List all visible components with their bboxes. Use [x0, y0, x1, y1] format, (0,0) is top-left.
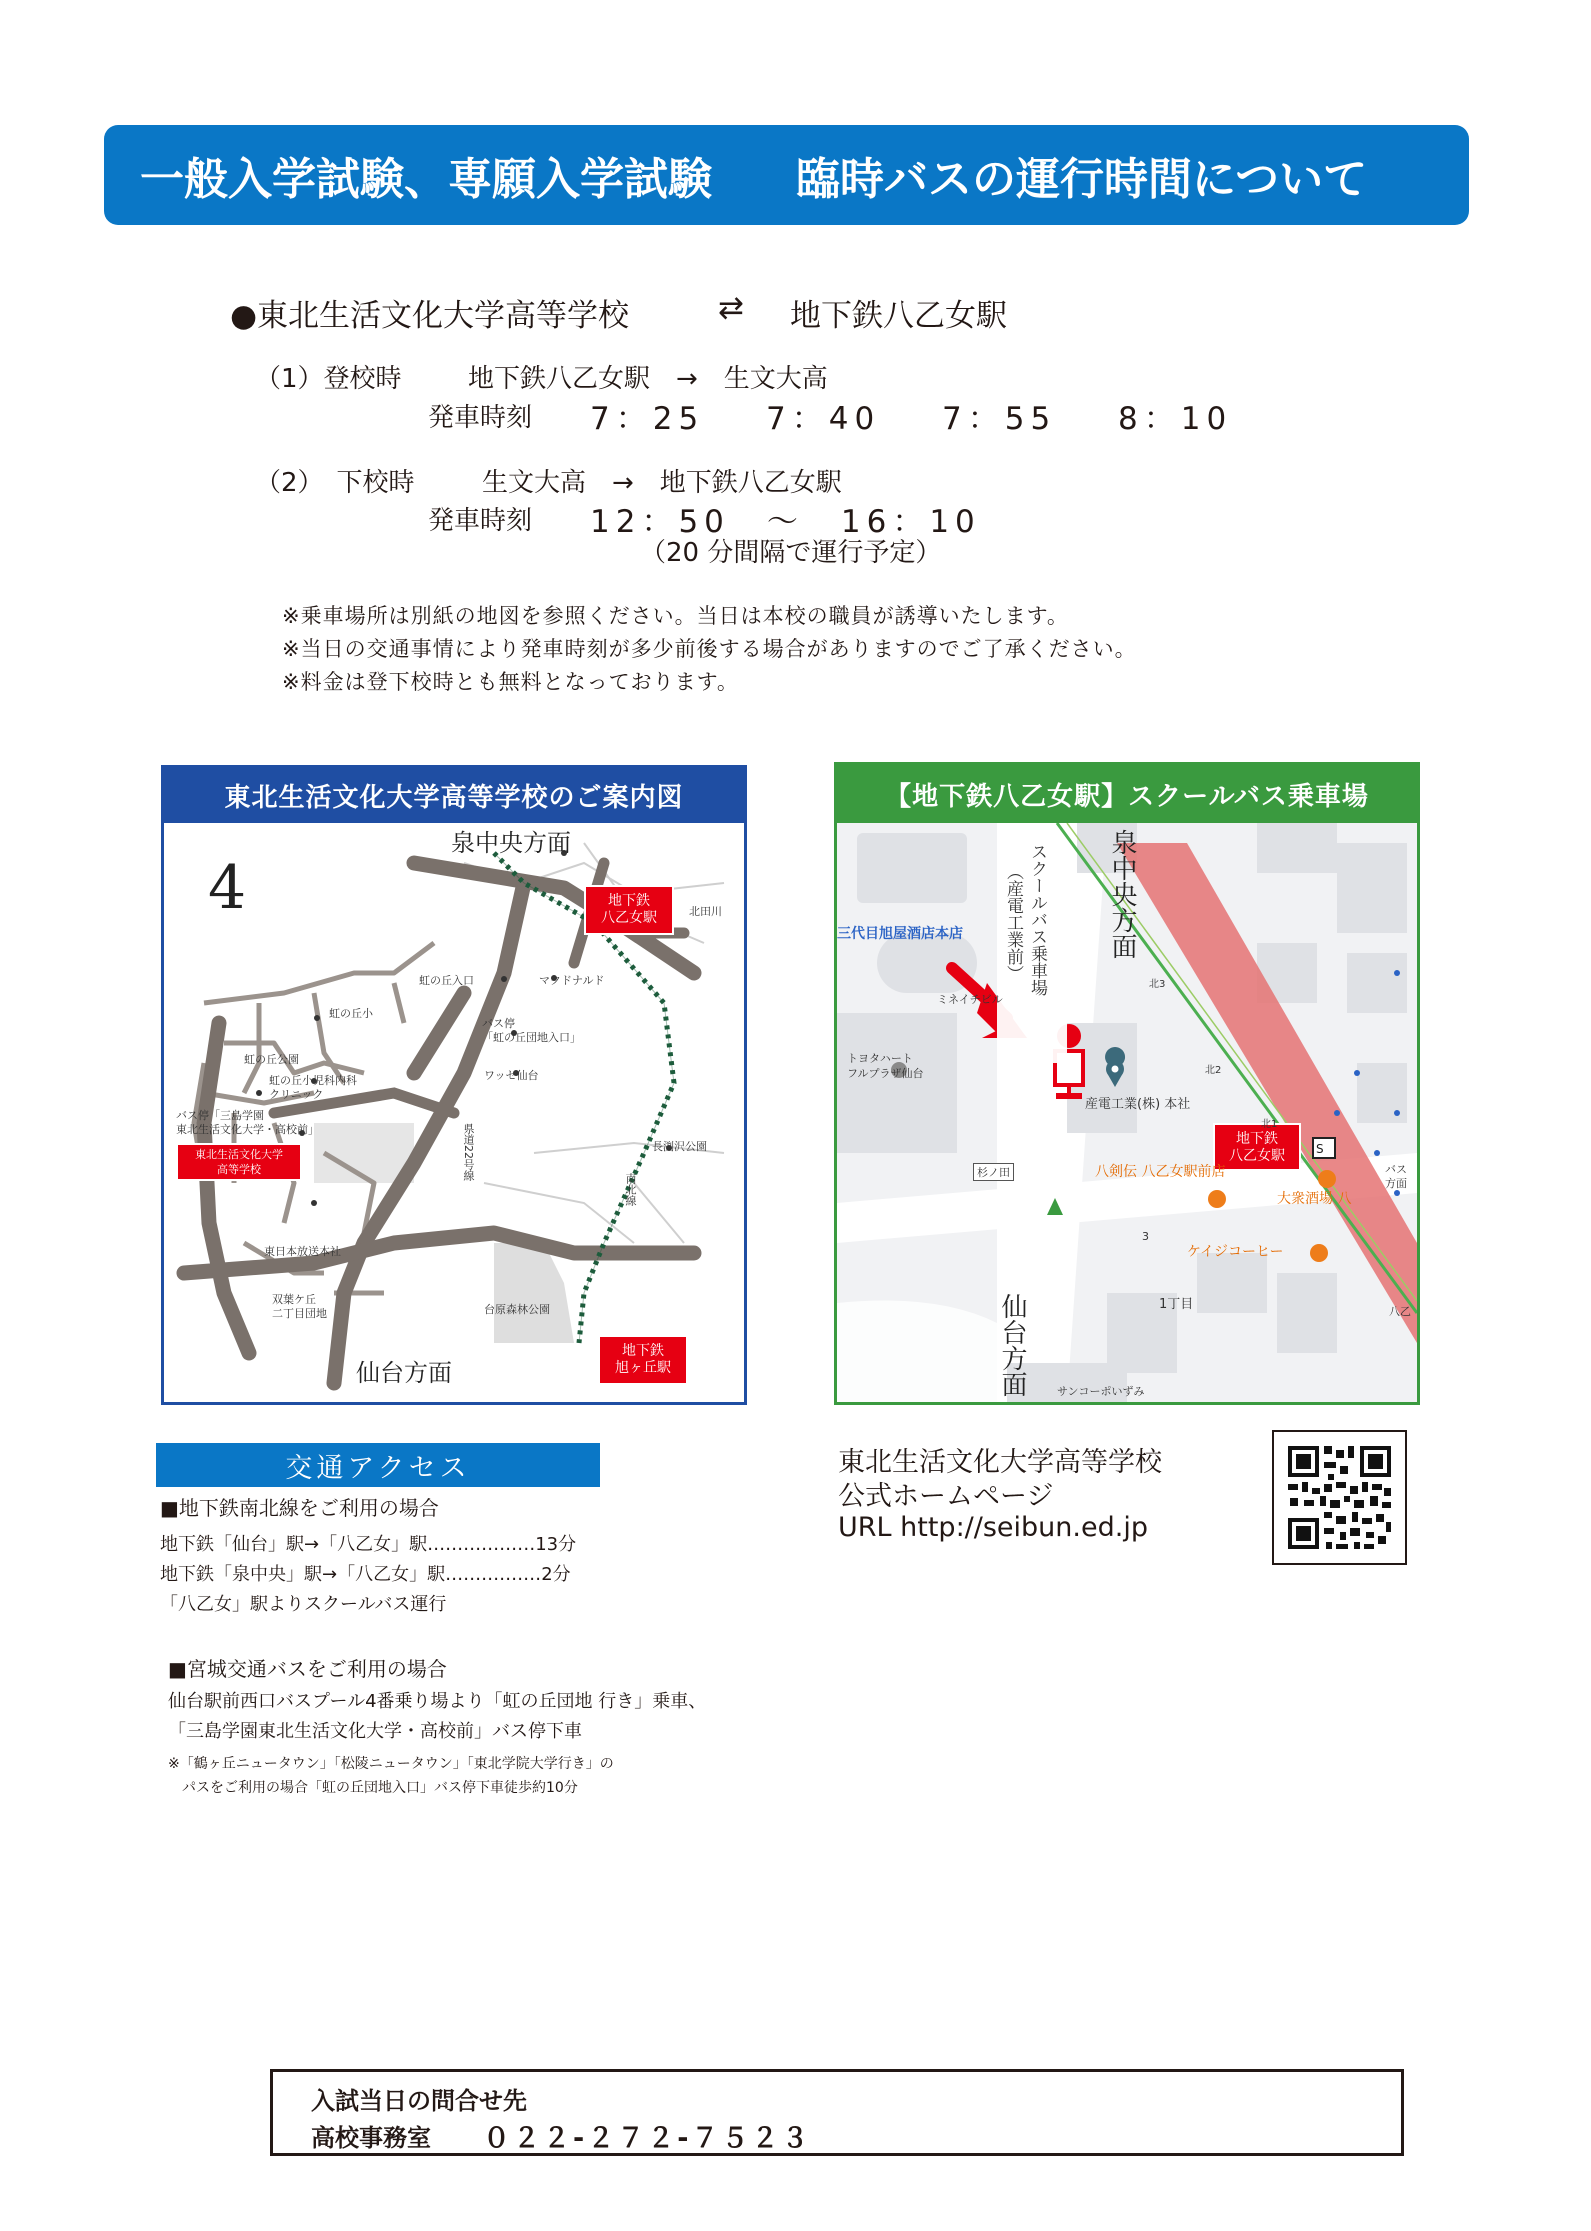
contact-office: 高校事務室 — [311, 2124, 431, 2152]
map2-dir-top: 泉中央方面 — [1107, 829, 1137, 959]
note-3: ※料金は登下校時とも無料となっております。 — [282, 670, 739, 694]
map1-label-mcd: マクドナルド — [539, 974, 605, 987]
map2-label-toyota: トヨタハート フルプラザ仙台 — [847, 1052, 924, 1080]
map2-label-num3: 3 — [1142, 1230, 1149, 1243]
map2-label-sanden: 産電工業(株) 本社 — [1085, 1097, 1191, 1112]
map1-label-bus-stop2: バス停「三島学園 東北生活文化大学・高校前」 — [176, 1109, 319, 1136]
map1-label-higashi: 東日本放送本社 — [264, 1245, 341, 1258]
map1-station-asahigaoka: 地下鉄 旭ヶ丘駅 — [598, 1335, 688, 1385]
access-bus-note-2: パスをご利用の場合「虹の丘団地入口」バス停下車徒歩約10分 — [168, 1780, 578, 1796]
map2-label-sugi: 杉ノ田 — [973, 1163, 1014, 1181]
access-title: 交通アクセス — [156, 1443, 600, 1487]
map1-label-bus-stop1: バス停 「虹の丘団地入口」 — [482, 1017, 581, 1044]
svg-text:S: S — [1316, 1142, 1324, 1156]
access-subway-head: ■地下鉄南北線をご利用の場合 — [160, 1496, 439, 1520]
map1-label-daihara: 台原森林公園 — [484, 1303, 550, 1316]
banner-title-part2: 臨時バスの運行時間について — [796, 154, 1368, 205]
map2-label-taishu: 大衆酒場 八 — [1277, 1191, 1352, 1207]
access-subway-line-1: 地下鉄「仙台」駅→「八乙女」駅‥‥‥‥‥‥‥‥‥13分 — [160, 1534, 577, 1555]
map2-label-chome: 1丁目 — [1159, 1297, 1194, 1312]
school-map-title: 東北生活文化大学高等学校のご案内図 — [164, 768, 744, 823]
banner-title-part1: 一般入学試験、専願入学試験 — [140, 154, 712, 205]
map2-label-busstop: バス 方面 — [1385, 1163, 1407, 1190]
map2-label-north1: 北1 — [1261, 1119, 1278, 1130]
map1-station-yaotome: 地下鉄 八乙女駅 — [584, 885, 674, 935]
route-from: ●東北生活文化大学高等学校 — [230, 298, 630, 334]
contact-box — [270, 2069, 1404, 2156]
access-bus-note-1: ※「鶴ヶ丘ニュータウン」「松陵ニュータウン」「東北学院大学行き」の — [168, 1756, 614, 1772]
morning-route: 地下鉄八乙女駅 → 生文大高 — [468, 364, 828, 394]
access-bus-head: ■宮城交通バスをご利用の場合 — [168, 1657, 447, 1681]
station-map-title: 【地下鉄八乙女駅】スクールバス乗車場 — [837, 765, 1417, 823]
map2-bus-sub: （産電工業前） — [1003, 863, 1023, 982]
map2-label-coffee: ケイジコーヒー — [1187, 1244, 1284, 1260]
note-2: ※当日の交通事情により発車時刻が多少前後する場合がありますのでご了承ください。 — [282, 637, 1137, 661]
afternoon-depart-label: 発車時刻 — [428, 506, 533, 536]
access-subway-line-2: 地下鉄「泉中央」駅→「八乙女」駅‥‥‥‥‥‥‥‥2分 — [160, 1564, 571, 1585]
map2-station-yaotome: 地下鉄 八乙女駅 — [1213, 1123, 1301, 1171]
access-bus-line-2: 「三島学園東北生活文化大学・高校前」バス停下車 — [168, 1721, 582, 1742]
map1-label-nijinooka: 虹の丘入口 — [419, 974, 474, 987]
map1-label-wassei: ワッセ仙台 — [484, 1069, 539, 1082]
north-mark: 4 — [208, 853, 247, 923]
morning-time-1: 7：25 — [590, 401, 705, 437]
route-arrow: ⇄ — [718, 290, 744, 326]
map1-label-elementary: 虹の丘小 — [329, 1007, 373, 1020]
school-map-area — [164, 823, 744, 1402]
access-subway-line-3: 「八乙女」駅よりスクールバス運行 — [160, 1594, 447, 1615]
map1-label-kitadagawa: 北田川 — [689, 905, 722, 918]
map2-label-sankopo: サンコーポいずみ — [1057, 1385, 1145, 1398]
homepage-line2: 公式ホームページ — [838, 1481, 1054, 1512]
title-banner — [104, 125, 1469, 225]
map2-label-restaurant: 三代目旭屋酒店本店 — [837, 926, 963, 942]
morning-depart-label: 発車時刻 — [428, 403, 533, 433]
qr-code[interactable] — [1272, 1430, 1407, 1565]
map1-label-subway-line: 南北線 — [624, 1173, 637, 1206]
morning-label: （1）登校時 — [255, 364, 402, 394]
map2-label-north2: 北2 — [1205, 1065, 1222, 1076]
route-to: 地下鉄八乙女駅 — [790, 298, 1007, 334]
map1-label-hanami: 長渕沢公園 — [652, 1140, 707, 1153]
map1-label-clinic: 虹の丘小児科内科 クリニック — [269, 1074, 357, 1101]
afternoon-times: 12：50 ～ 16：10 — [590, 504, 981, 540]
qr-code-graphic — [1274, 1432, 1405, 1563]
map2-label-north3: 北3 — [1149, 979, 1166, 990]
map1-dir-bottom: 仙台方面 — [356, 1359, 452, 1387]
map1-label-park: 虹の丘公園 — [244, 1053, 299, 1066]
morning-time-4: 8：10 — [1118, 401, 1233, 437]
map1-label-prefroad: 県道22号線 — [462, 1123, 475, 1181]
school-map-panel — [161, 765, 747, 1405]
afternoon-label: （2） 下校時 — [255, 468, 415, 498]
map2-label-mineichi: ミネイチビル — [937, 993, 1003, 1006]
afternoon-route: 生文大高 → 地下鉄八乙女駅 — [482, 468, 842, 498]
morning-time-2: 7：40 — [766, 401, 881, 437]
station-map-panel — [834, 762, 1420, 1405]
map1-dir-top: 泉中央方面 — [451, 829, 571, 857]
map2-label-hakken: 八剣伝 八乙女駅前店 — [1095, 1164, 1226, 1180]
map1-school-label: 東北生活文化大学 高等学校 — [176, 1143, 302, 1181]
homepage-line1: 東北生活文化大学高等学校 — [838, 1447, 1162, 1478]
contact-title: 入試当日の問合せ先 — [311, 2087, 527, 2115]
map2-label-hachi: 八乙 — [1389, 1305, 1411, 1318]
map2-dir-bottom: 仙台方面 — [997, 1293, 1027, 1397]
map1-label-souzan: 双葉ケ丘 二丁目団地 — [272, 1293, 327, 1320]
afternoon-interval: （20 分間隔で運行予定） — [640, 538, 942, 568]
map2-bus-label: スクールバス乗車場 — [1027, 843, 1047, 996]
homepage-url[interactable]: URL http://seibun.ed.jp — [838, 1512, 1148, 1543]
morning-time-3: 7：55 — [942, 401, 1057, 437]
access-bus-line-1: 仙台駅前西口バスプール4番乗り場より「虹の丘団地 行き」乗車、 — [168, 1691, 707, 1712]
note-1: ※乗車場所は別紙の地図を参照ください。当日は本校の職員が誘導いたします。 — [282, 604, 1069, 628]
contact-phone[interactable]: ０２２-２７２-７５２３ — [483, 2123, 812, 2154]
station-map-area — [837, 823, 1417, 1402]
